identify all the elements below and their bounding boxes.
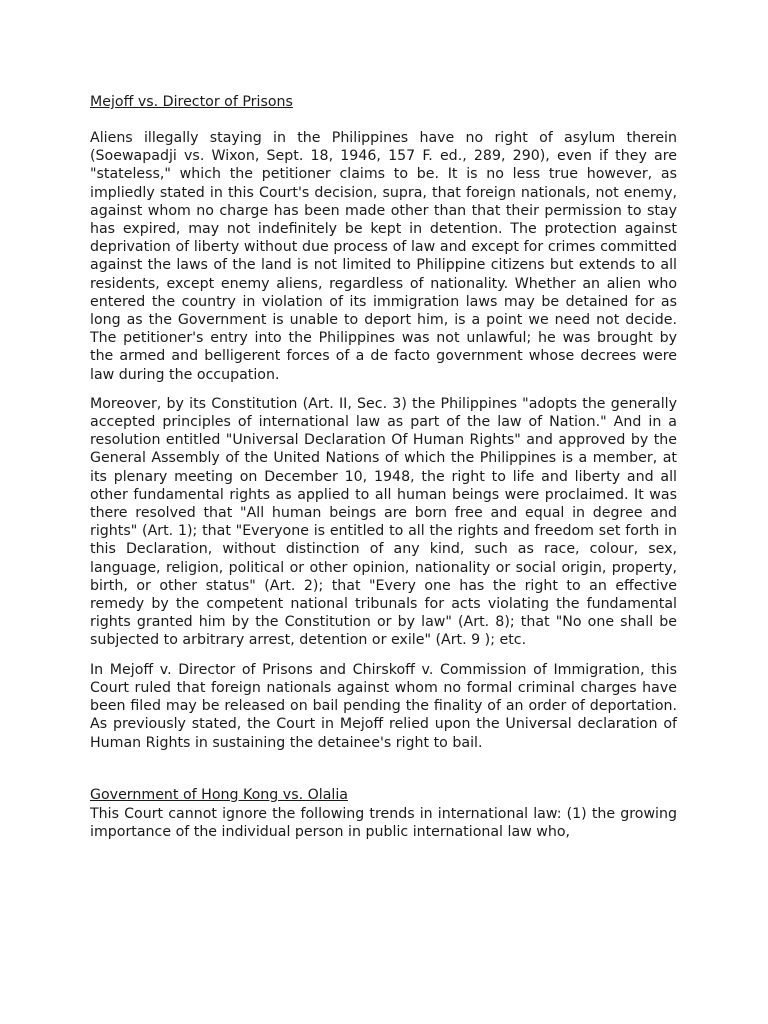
paragraph-constitution-declaration: Moreover, by its Constitution (Art. II, Sec. 3) the Philippines "adopts the generally accepted principles of international law as part of the law of Nation." And in a resolution entitled "Universal Declaration Of Human Rights" and approved by the General Assembly of the United Nations of which the Philippines is a member, at its plenary meeting on December 10, 1948, the right to life and liberty and all other fundamental rights as applied to all human beings were proclaimed. It was there resolved that "All human beings are born free and equal in degree and rights" (Art. 1); that "Everyone is entitled to all the rights and freedom set forth in this Declaration, without distinction of any kind, such as race, colour, sex, language, religion, political or other opinion, nationality or social origin, property, birth, or other status" (Art. 2); that "Every one has the right to an effective remedy by the competent national tribunals for acts violating the fundamental rights granted him by the Constitution or by law" (Art. 8); that "No one shall be subjected to arbitrary arrest, detention or exile" (Art. 9 ); etc. bbox=[90, 395, 677, 649]
paragraph-international-trends: This Court cannot ignore the following trends in international law: (1) the growing importance of the individual person in public international law who, bbox=[90, 805, 677, 840]
document-page bbox=[90, 92, 677, 841]
section-heading-mejoff: Mejoff vs. Director of Prisons bbox=[90, 94, 293, 110]
section-heading-hongkong: Government of Hong Kong vs. Olalia bbox=[90, 786, 348, 803]
paragraph-aliens-asylum: Aliens illegally staying in the Philippines have no right of asylum therein (Soewapadji vs. Wixon, Sept. 18, 1946, 157 F. ed., 289, 290), even if they are "stateless," which the petitioner claims to be. It is no less true however, as impliedly stated in this Court's decision, supra, that foreign nationals, not enemy, against whom no charge has been made other than that their permission to stay has expired, may not indefinitely be kept in detention. The protection against deprivation of liberty without due process of law and except for crimes committed against the laws of the land is not limited to Philippine citizens but extends to all residents, except enemy aliens, regardless of nationality. Whether an alien who entered the country in violation of its immigration laws may be detained for as long as the Government is unable to deport him, is a point we need not decide. The petitioner's entry into the Philippines was not unlawful; he was brought by the armed and belligerent forces of a de facto government whose decrees were law during the occupation. bbox=[90, 130, 677, 383]
paragraph-mejoff-bail: In Mejoff v. Director of Prisons and Chirskoff v. Commission of Immigration, this Court ruled that foreign nationals against whom no formal criminal charges have been filed may be released on bail pending the finality of an order of deportation. As previously stated, the Court in Mejoff relied upon the Universal declaration of Human Rights in sustaining the detainee's right to bail. bbox=[90, 661, 677, 751]
